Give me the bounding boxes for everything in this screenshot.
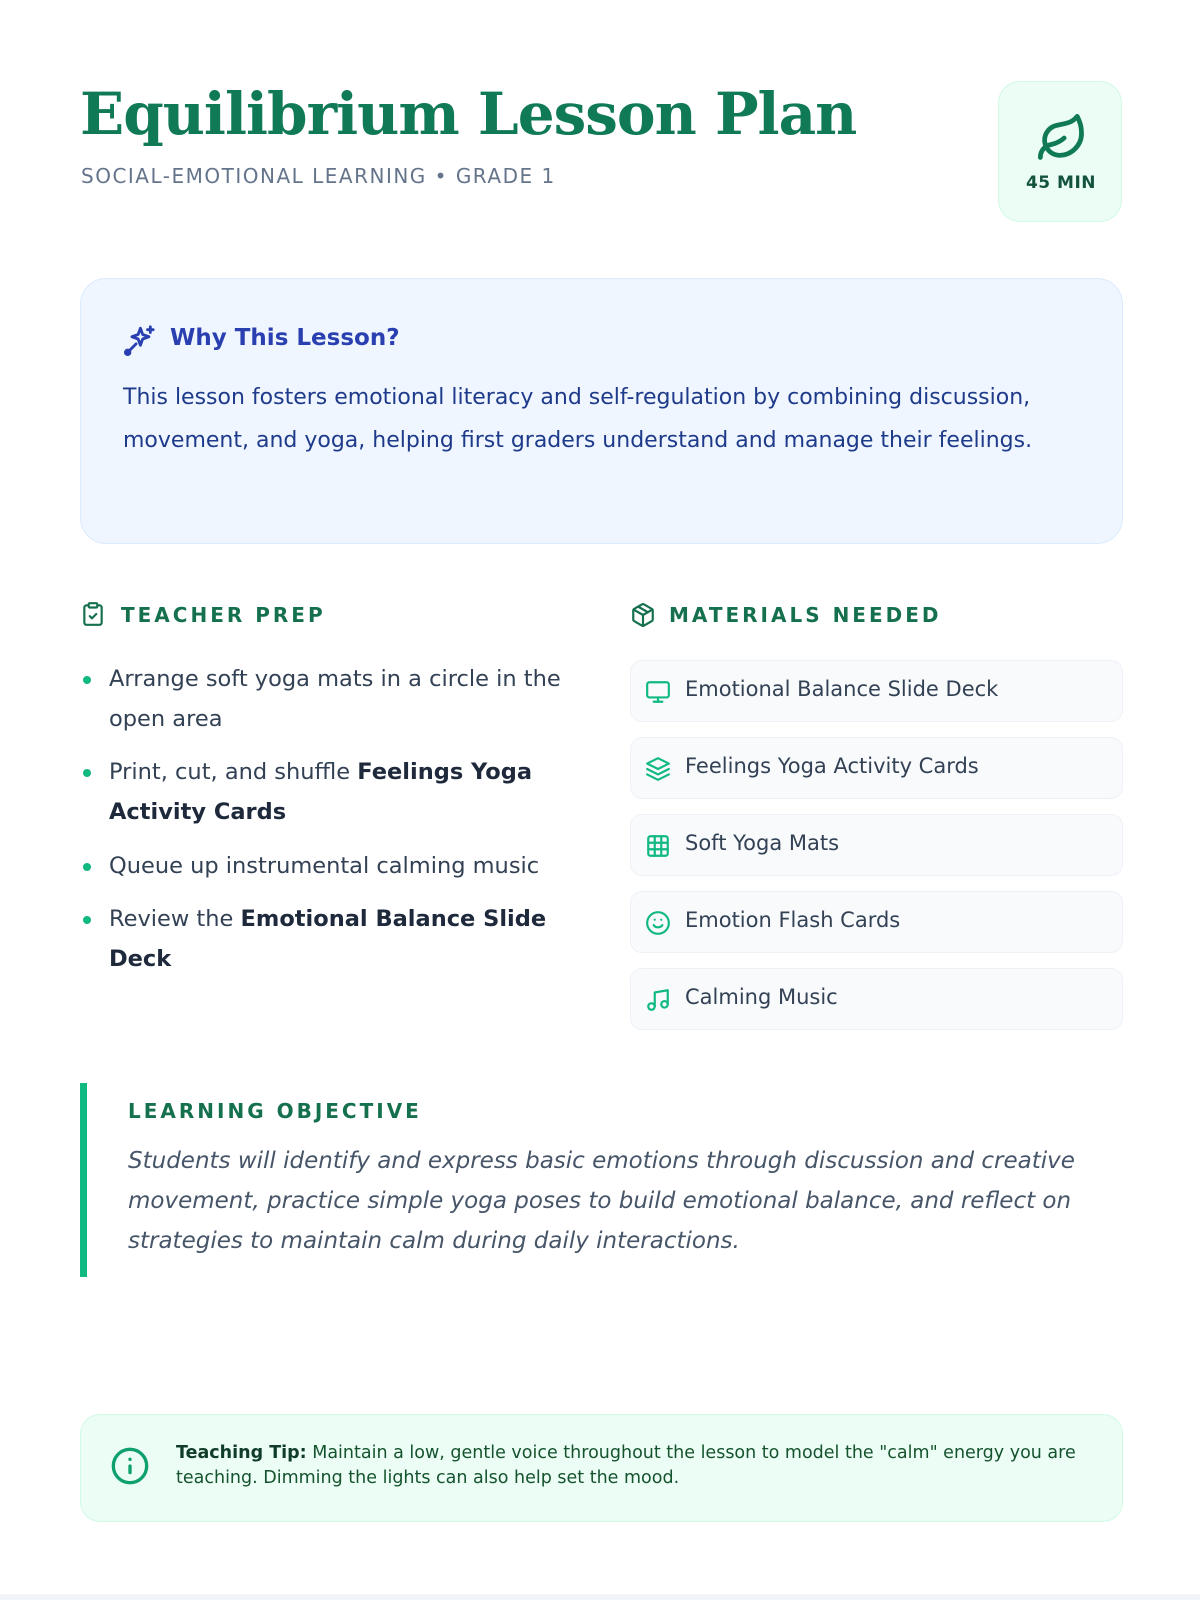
list-item: [80, 752, 570, 832]
info-icon: [110, 1446, 150, 1486]
page-title: Equilibrium Lesson Plan: [80, 80, 857, 148]
list-item-text: Queue up instrumental calming music: [109, 853, 540, 879]
clipboard-check-icon: [80, 601, 106, 627]
leaf-icon: [1036, 112, 1088, 164]
monitor-icon: [645, 679, 671, 705]
list-item: [80, 899, 570, 979]
teaching-tip-text: [176, 1441, 1096, 1491]
grid-icon: [645, 833, 671, 859]
materials-heading: MATERIALS NEEDED: [669, 603, 942, 627]
why-this-lesson-box: [80, 278, 1123, 544]
why-body: This lesson fosters emotional literacy and self-regulation by combining discussion, movement, and yoga, helping first graders understand and manage their feelings.: [123, 385, 1033, 453]
material-item: [630, 737, 1123, 799]
objective-accent-bar: [80, 1083, 87, 1277]
teacher-prep-heading: TEACHER PREP: [121, 603, 326, 627]
material-item: [630, 891, 1123, 953]
material-label: Emotion Flash Cards: [685, 908, 901, 932]
teaching-tip-body: Maintain a low, gentle voice throughout the lesson to model the "calm" energy you are teaching. Dimming the lights can also help set the mood.: [176, 1443, 1076, 1488]
objective-heading: LEARNING OBJECTIVE: [128, 1099, 422, 1123]
material-item: [630, 968, 1123, 1030]
material-item: [630, 660, 1123, 722]
bullet: [83, 916, 91, 924]
list-item: [80, 846, 570, 886]
why-heading: Why This Lesson?: [170, 325, 400, 351]
material-label: Soft Yoga Mats: [685, 831, 840, 855]
teaching-tip-box: [80, 1414, 1123, 1522]
list-item-emphasis: Emotional Balance Slide Deck: [109, 906, 547, 972]
objective-text: Students will identify and express basic emotions through discussion and creative movement, practice simple yoga poses to build emotional balance, and reflect on strategies to maintain calm during daily interactions.: [128, 1148, 1075, 1254]
list-item-text: Review the: [109, 906, 241, 932]
list-item-emphasis: Feelings Yoga Activity Cards: [109, 759, 533, 825]
material-item: [630, 814, 1123, 876]
smile-icon: [645, 910, 671, 936]
material-label: Feelings Yoga Activity Cards: [685, 754, 979, 778]
material-label: Calming Music: [685, 985, 838, 1009]
teaching-tip-label: Teaching Tip:: [176, 1443, 307, 1463]
package-icon: [630, 602, 656, 628]
bullet: [83, 769, 91, 777]
duration-label: 45 MIN: [1025, 173, 1097, 193]
music-icon: [645, 987, 671, 1013]
sparkles-icon: [122, 324, 156, 358]
list-item-text: Arrange soft yoga mats in a circle in the open area: [109, 666, 561, 732]
layers-icon: [645, 756, 671, 782]
page-subtitle: SOCIAL-EMOTIONAL LEARNING • GRADE 1: [81, 164, 556, 188]
list-item: [80, 659, 570, 739]
list-item-text: Print, cut, and shuffle: [109, 759, 358, 785]
bullet: [83, 676, 91, 684]
material-label: Emotional Balance Slide Deck: [685, 677, 999, 701]
bullet: [83, 863, 91, 871]
duration-badge: [998, 81, 1122, 222]
page-bottom-strip: [0, 1594, 1200, 1600]
